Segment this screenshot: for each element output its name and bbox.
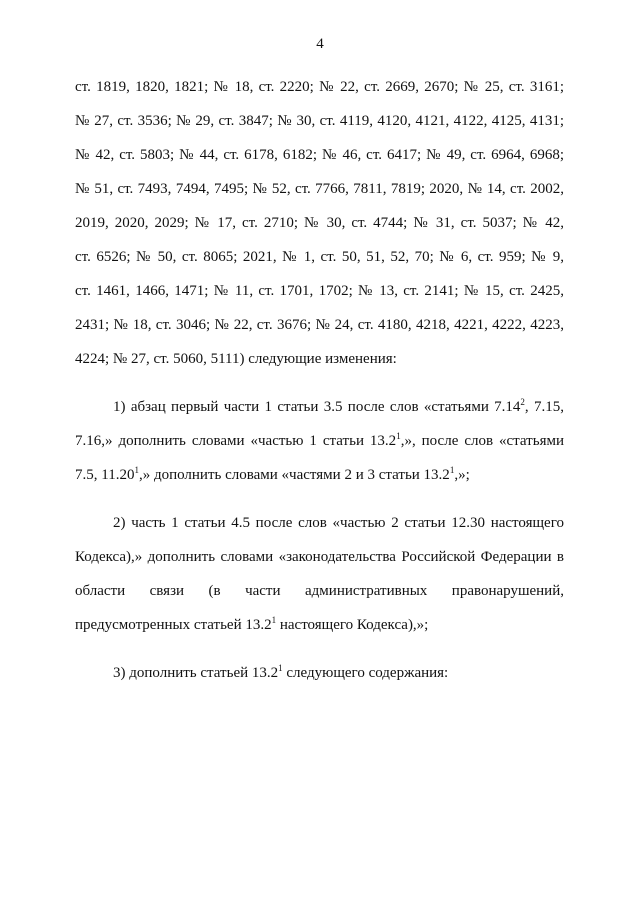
text-line: предусмотренных статьей 13.2$^1$ настоящего Кодекса),»; [75,615,429,633]
text-line: № 27, ст. 3536; № 29, ст. 3847; № 30, ст. 4119, 4120, 4121, 4122, 4125, 4131; [75,113,564,129]
text-line: ст. 1461, 1466, 1471; № 11, ст. 1701, 1702; № 13, ст. 2141; № 15, ст. 2425, [75,283,564,299]
text-line: 4224; № 27, ст. 5060, 5111) следующие изменения: [75,351,397,367]
text-line: ст. 1819, 1820, 1821; № 18, ст. 2220; № 22, ст. 2669, 2670; № 25, ст. 3161; [75,79,564,95]
text-line: 7.16,» дополнить словами «частью 1 статьи 13.2$^1$,», после слов «статьями [75,431,564,449]
page-number: 4 [316,36,324,52]
text-line: Кодекса),» дополнить словами «законодательства Российской Федерации в [75,549,564,565]
text-line: области связи (в части административных правонарушений, [75,583,564,599]
item-1-paragraph [75,390,564,492]
item-2-paragraph [75,506,564,642]
text-line: 7.5, 11.20$^1$,» дополнить словами «частями 2 и 3 статьи 13.2$^1$,»; [75,465,470,483]
text-line: № 42, ст. 5803; № 44, ст. 6178, 6182; № 46, ст. 6417; № 49, ст. 6964, 6968; [75,147,564,163]
item-3-paragraph [75,656,564,690]
text-line: 2) часть 1 статьи 4.5 после слов «частью 2 статьи 12.30 настоящего [113,515,564,531]
text-line: № 51, ст. 7493, 7494, 7495; № 52, ст. 7766, 7811, 7819; 2020, № 14, ст. 2002, [75,181,564,197]
document-body [75,70,564,690]
intro-paragraph [75,70,564,376]
text-line: 2019, 2020, 2029; № 17, ст. 2710; № 30, ст. 4744; № 31, ст. 5037; № 42, [75,215,564,231]
text-line: 2431; № 18, ст. 3046; № 22, ст. 3676; № 24, ст. 4180, 4218, 4221, 4222, 4223, [75,317,564,333]
text-line: ст. 6526; № 50, ст. 8065; 2021, № 1, ст. 50, 51, 52, 70; № 6, ст. 959; № 9, [75,249,564,265]
text-line: 1) абзац первый части 1 статьи 3.5 после слов «статьями 7.14$^2$, 7.15, [113,397,564,415]
text-line: 3) дополнить статьей 13.2$^1$ следующего содержания: [113,663,449,681]
